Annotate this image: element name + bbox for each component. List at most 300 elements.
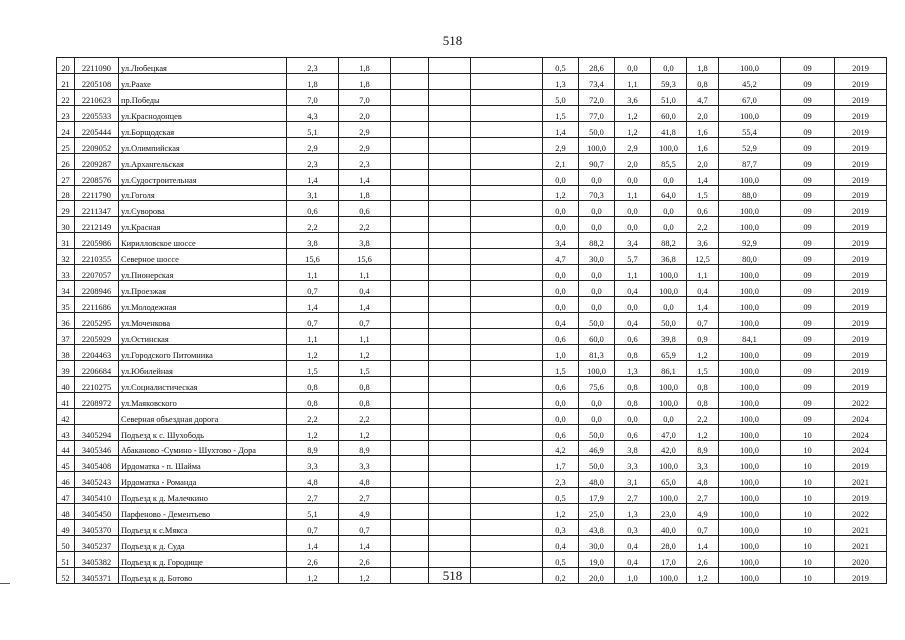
percent-col-14-cell: 100,0 [719,408,781,424]
length-total-cell: 1,4 [287,536,339,552]
percent-col-10-cell: 46,9 [579,440,615,456]
col-8-cell [471,137,543,153]
percent-col-12-cell: 36,8 [651,249,687,265]
length-total-cell: 2,7 [287,488,339,504]
percent-col-14-cell: 100,0 [719,297,781,313]
road-name-cell: ул.Олимпийская [119,137,287,153]
col-8-cell [471,313,543,329]
percent-col-14-cell: 100,0 [719,217,781,233]
value-col-13-cell: 3,3 [687,456,719,472]
value-col-9-cell: 0,0 [543,169,579,185]
col-7-cell [429,137,471,153]
col-6-cell [391,456,429,472]
road-code-cell: 2205108 [75,73,119,89]
percent-col-14-cell: 100,0 [719,504,781,520]
col-7-cell [429,297,471,313]
percent-col-14-cell: 100,0 [719,313,781,329]
col-8-cell [471,488,543,504]
value-col-9-cell: 0,2 [543,568,579,584]
percent-col-10-cell: 30,0 [579,536,615,552]
value-col-9-cell: 1,7 [543,456,579,472]
value-col-9-cell: 0,5 [543,488,579,504]
value-col-11-cell: 0,0 [615,169,651,185]
percent-col-10-cell: 81,3 [579,344,615,360]
target-year-cell: 2019 [835,488,887,504]
road-code-cell: 2210275 [75,376,119,392]
road-code-cell: 2212149 [75,217,119,233]
length-total-cell: 0,7 [287,313,339,329]
value-col-13-cell: 4,7 [687,89,719,105]
col-6-cell [391,73,429,89]
value-col-9-cell: 1,5 [543,360,579,376]
length-total-cell: 1,1 [287,328,339,344]
table-row [57,328,887,344]
road-name-cell: ул.Любецкая [119,58,287,74]
value-col-9-cell: 2,3 [543,472,579,488]
col-8-cell [471,217,543,233]
margin-mark [0,583,10,584]
length-total-cell: 2,6 [287,552,339,568]
table-row [57,456,887,472]
length-total-cell: 4,8 [287,472,339,488]
row-number-cell: 47 [57,488,75,504]
percent-col-12-cell: 47,0 [651,424,687,440]
road-name-cell: Кирилловское шоссе [119,233,287,249]
col-8-cell [471,121,543,137]
percent-col-12-cell: 100,0 [651,265,687,281]
length-total-cell: 3,3 [287,456,339,472]
district-code-cell: 09 [781,58,835,74]
percent-col-10-cell: 50,0 [579,313,615,329]
road-code-cell: 3405346 [75,440,119,456]
road-name-cell: пр.Победы [119,89,287,105]
percent-col-10-cell: 0,0 [579,408,615,424]
percent-col-10-cell: 73,4 [579,73,615,89]
district-code-cell: 09 [781,233,835,249]
table-row [57,281,887,297]
percent-col-12-cell: 100,0 [651,392,687,408]
length-col-2-cell: 15,6 [339,249,391,265]
length-total-cell: 15,6 [287,249,339,265]
col-7-cell [429,233,471,249]
percent-col-10-cell: 77,0 [579,105,615,121]
row-number-cell: 44 [57,440,75,456]
length-total-cell: 0,8 [287,376,339,392]
page-number-bottom: 518 [442,568,463,583]
percent-col-14-cell: 100,0 [719,424,781,440]
road-code-cell: 3405370 [75,520,119,536]
row-number-cell: 52 [57,568,75,584]
col-8-cell [471,376,543,392]
percent-col-12-cell: 100,0 [651,488,687,504]
value-col-9-cell: 5,0 [543,89,579,105]
col-8-cell [471,536,543,552]
percent-col-12-cell: 100,0 [651,456,687,472]
percent-col-12-cell: 65,9 [651,344,687,360]
row-number-cell: 37 [57,328,75,344]
district-code-cell: 09 [781,153,835,169]
road-name-cell: ул.Гоголя [119,185,287,201]
col-8-cell [471,552,543,568]
value-col-13-cell: 1,6 [687,137,719,153]
road-register-table [56,57,887,584]
percent-col-12-cell: 64,0 [651,185,687,201]
road-code-cell: 3405237 [75,536,119,552]
col-7-cell [429,488,471,504]
road-code-cell: 2204463 [75,344,119,360]
district-code-cell: 09 [781,137,835,153]
value-col-13-cell: 1,8 [687,58,719,74]
percent-col-14-cell: 100,0 [719,520,781,536]
value-col-9-cell: 1,2 [543,504,579,520]
length-total-cell: 1,2 [287,344,339,360]
row-number-cell: 45 [57,456,75,472]
col-7-cell [429,408,471,424]
target-year-cell: 2019 [835,313,887,329]
road-name-cell: ул.Городского Питомника [119,344,287,360]
percent-col-14-cell: 100,0 [719,472,781,488]
percent-col-12-cell: 100,0 [651,568,687,584]
value-col-13-cell: 1,5 [687,185,719,201]
col-6-cell [391,121,429,137]
district-code-cell: 09 [781,169,835,185]
col-6-cell [391,281,429,297]
value-col-13-cell: 1,4 [687,169,719,185]
value-col-11-cell: 0,6 [615,424,651,440]
percent-col-12-cell: 50,0 [651,313,687,329]
road-code-cell: 2210623 [75,89,119,105]
row-number-cell: 36 [57,313,75,329]
road-code-cell: 2209052 [75,137,119,153]
col-8-cell [471,281,543,297]
target-year-cell: 2019 [835,121,887,137]
length-col-2-cell: 4,9 [339,504,391,520]
road-name-cell: Парфеново - Дементьево [119,504,287,520]
percent-col-10-cell: 100,0 [579,137,615,153]
road-code-cell: 2205444 [75,121,119,137]
length-total-cell: 3,8 [287,233,339,249]
value-col-9-cell: 4,2 [543,440,579,456]
value-col-9-cell: 0,4 [543,313,579,329]
district-code-cell: 10 [781,424,835,440]
col-8-cell [471,105,543,121]
value-col-9-cell: 1,2 [543,185,579,201]
col-7-cell [429,73,471,89]
district-code-cell: 09 [781,265,835,281]
length-col-2-cell: 4,8 [339,472,391,488]
col-7-cell [429,121,471,137]
col-6-cell [391,58,429,74]
value-col-13-cell: 1,1 [687,265,719,281]
col-6-cell [391,153,429,169]
col-6-cell [391,520,429,536]
col-6-cell [391,392,429,408]
percent-col-12-cell: 23,0 [651,504,687,520]
percent-col-12-cell: 28,0 [651,536,687,552]
district-code-cell: 10 [781,536,835,552]
col-6-cell [391,265,429,281]
road-code-cell: 2205533 [75,105,119,121]
length-col-2-cell: 7,0 [339,89,391,105]
col-8-cell [471,456,543,472]
col-8-cell [471,58,543,74]
percent-col-14-cell: 88,0 [719,185,781,201]
length-total-cell: 8,9 [287,440,339,456]
target-year-cell: 2019 [835,185,887,201]
district-code-cell: 09 [781,89,835,105]
percent-col-12-cell: 100,0 [651,376,687,392]
road-code-cell: 2209287 [75,153,119,169]
row-number-cell: 50 [57,536,75,552]
road-name-cell: Ирдоматка - п. Шайма [119,456,287,472]
col-8-cell [471,440,543,456]
percent-col-10-cell: 25,0 [579,504,615,520]
district-code-cell: 09 [781,297,835,313]
col-7-cell [429,456,471,472]
road-name-cell: ул.Молодежная [119,297,287,313]
row-number-cell: 27 [57,169,75,185]
col-7-cell [429,313,471,329]
row-number-cell: 46 [57,472,75,488]
col-8-cell [471,360,543,376]
value-col-13-cell: 0,8 [687,376,719,392]
length-col-2-cell: 8,9 [339,440,391,456]
col-7-cell [429,472,471,488]
road-code-cell: 2205295 [75,313,119,329]
length-total-cell: 1,8 [287,73,339,89]
table-row [57,472,887,488]
length-total-cell: 2,2 [287,217,339,233]
road-code-cell: 3405371 [75,568,119,584]
road-code-cell: 2208576 [75,169,119,185]
col-7-cell [429,536,471,552]
percent-col-14-cell: 87,7 [719,153,781,169]
target-year-cell: 2019 [835,376,887,392]
row-number-cell: 32 [57,249,75,265]
col-8-cell [471,265,543,281]
district-code-cell: 09 [781,344,835,360]
table-row [57,58,887,74]
col-8-cell [471,185,543,201]
percent-col-10-cell: 60,0 [579,328,615,344]
col-7-cell [429,440,471,456]
value-col-9-cell: 0,0 [543,408,579,424]
table-row [57,552,887,568]
value-col-11-cell: 2,9 [615,137,651,153]
value-col-11-cell: 3,4 [615,233,651,249]
road-name-cell: Северная объездная дорога [119,408,287,424]
value-col-9-cell: 0,4 [543,536,579,552]
value-col-9-cell: 0,5 [543,58,579,74]
percent-col-10-cell: 0,0 [579,169,615,185]
col-6-cell [391,360,429,376]
road-code-cell: 3405408 [75,456,119,472]
length-total-cell: 3,1 [287,185,339,201]
col-6-cell [391,297,429,313]
district-code-cell: 09 [781,360,835,376]
road-code-cell: 2207057 [75,265,119,281]
length-col-2-cell: 2,7 [339,488,391,504]
percent-col-12-cell: 88,2 [651,233,687,249]
col-8-cell [471,520,543,536]
row-number-cell: 24 [57,121,75,137]
length-total-cell: 1,4 [287,297,339,313]
percent-col-12-cell: 0,0 [651,217,687,233]
district-code-cell: 10 [781,504,835,520]
value-col-9-cell: 0,0 [543,217,579,233]
length-col-2-cell: 2,0 [339,105,391,121]
percent-col-10-cell: 0,0 [579,281,615,297]
target-year-cell: 2024 [835,408,887,424]
value-col-13-cell: 2,2 [687,408,719,424]
length-col-2-cell: 1,2 [339,424,391,440]
col-8-cell [471,328,543,344]
length-col-2-cell: 1,8 [339,73,391,89]
percent-col-14-cell: 92,9 [719,233,781,249]
value-col-13-cell: 3,6 [687,233,719,249]
col-6-cell [391,313,429,329]
table-row [57,185,887,201]
target-year-cell: 2019 [835,249,887,265]
road-name-cell: Подъезд к д. Суда [119,536,287,552]
value-col-13-cell: 2,0 [687,153,719,169]
col-8-cell [471,424,543,440]
percent-col-10-cell: 50,0 [579,424,615,440]
road-name-cell: ул.Борщодская [119,121,287,137]
col-7-cell [429,105,471,121]
col-6-cell [391,408,429,424]
length-col-2-cell: 2,6 [339,552,391,568]
percent-col-14-cell: 100,0 [719,568,781,584]
value-col-11-cell: 0,0 [615,58,651,74]
col-7-cell [429,89,471,105]
col-6-cell [391,105,429,121]
road-name-cell: ул.Пионерская [119,265,287,281]
value-col-9-cell: 0,0 [543,265,579,281]
table-row [57,121,887,137]
row-number-cell: 20 [57,58,75,74]
road-name-cell: Подъезд к д. Ботово [119,568,287,584]
table-row [57,73,887,89]
target-year-cell: 2022 [835,392,887,408]
road-name-cell: Ирдоматка - Романда [119,472,287,488]
table-row [57,153,887,169]
target-year-cell: 2019 [835,137,887,153]
value-col-9-cell: 1,5 [543,105,579,121]
value-col-13-cell: 0,9 [687,328,719,344]
length-col-2-cell: 0,8 [339,392,391,408]
table-row [57,313,887,329]
target-year-cell: 2024 [835,440,887,456]
percent-col-14-cell: 100,0 [719,105,781,121]
road-code-cell: 2211686 [75,297,119,313]
target-year-cell: 2019 [835,153,887,169]
road-name-cell: ул.Остинская [119,328,287,344]
percent-col-10-cell: 72,0 [579,89,615,105]
percent-col-12-cell: 100,0 [651,281,687,297]
col-8-cell [471,153,543,169]
value-col-11-cell: 1,3 [615,504,651,520]
length-total-cell: 2,3 [287,58,339,74]
col-8-cell [471,233,543,249]
table-row [57,488,887,504]
length-col-2-cell: 1,4 [339,536,391,552]
row-number-cell: 34 [57,281,75,297]
value-col-13-cell: 4,8 [687,472,719,488]
road-name-cell: Подъезд к с.Мякса [119,520,287,536]
road-name-cell: Северное шоссе [119,249,287,265]
percent-col-14-cell: 100,0 [719,440,781,456]
road-name-cell: ул.Маяковского [119,392,287,408]
table-row [57,424,887,440]
table-row [57,344,887,360]
row-number-cell: 33 [57,265,75,281]
col-8-cell [471,201,543,217]
district-code-cell: 09 [781,392,835,408]
value-col-13-cell: 4,9 [687,504,719,520]
value-col-11-cell: 0,4 [615,536,651,552]
col-6-cell [391,504,429,520]
col-6-cell [391,344,429,360]
length-total-cell: 2,3 [287,153,339,169]
length-col-2-cell: 2,9 [339,137,391,153]
col-7-cell [429,153,471,169]
district-code-cell: 10 [781,568,835,584]
district-code-cell: 09 [781,185,835,201]
row-number-cell: 29 [57,201,75,217]
percent-col-10-cell: 0,0 [579,297,615,313]
col-8-cell [471,169,543,185]
length-total-cell: 0,6 [287,201,339,217]
length-total-cell: 5,1 [287,504,339,520]
value-col-13-cell: 12,5 [687,249,719,265]
col-6-cell [391,440,429,456]
length-col-2-cell: 1,1 [339,328,391,344]
col-8-cell [471,472,543,488]
length-col-2-cell: 1,4 [339,169,391,185]
length-total-cell: 1,2 [287,424,339,440]
value-col-13-cell: 1,5 [687,360,719,376]
table-row [57,536,887,552]
length-total-cell: 2,2 [287,408,339,424]
col-7-cell [429,392,471,408]
col-8-cell [471,504,543,520]
length-col-2-cell: 1,2 [339,568,391,584]
value-col-11-cell: 1,1 [615,185,651,201]
district-code-cell: 10 [781,440,835,456]
table-row [57,408,887,424]
value-col-9-cell: 0,0 [543,281,579,297]
target-year-cell: 2021 [835,520,887,536]
road-code-cell: 2211347 [75,201,119,217]
table-row [57,297,887,313]
col-7-cell [429,344,471,360]
value-col-11-cell: 3,6 [615,89,651,105]
value-col-9-cell: 0,0 [543,201,579,217]
percent-col-12-cell: 65,0 [651,472,687,488]
value-col-11-cell: 0,8 [615,344,651,360]
length-col-2-cell: 0,4 [339,281,391,297]
percent-col-12-cell: 40,0 [651,520,687,536]
col-6-cell [391,185,429,201]
col-6-cell [391,217,429,233]
col-6-cell [391,89,429,105]
length-col-2-cell: 0,8 [339,376,391,392]
value-col-11-cell: 1,1 [615,265,651,281]
col-7-cell [429,552,471,568]
percent-col-10-cell: 88,2 [579,233,615,249]
col-7-cell [429,58,471,74]
